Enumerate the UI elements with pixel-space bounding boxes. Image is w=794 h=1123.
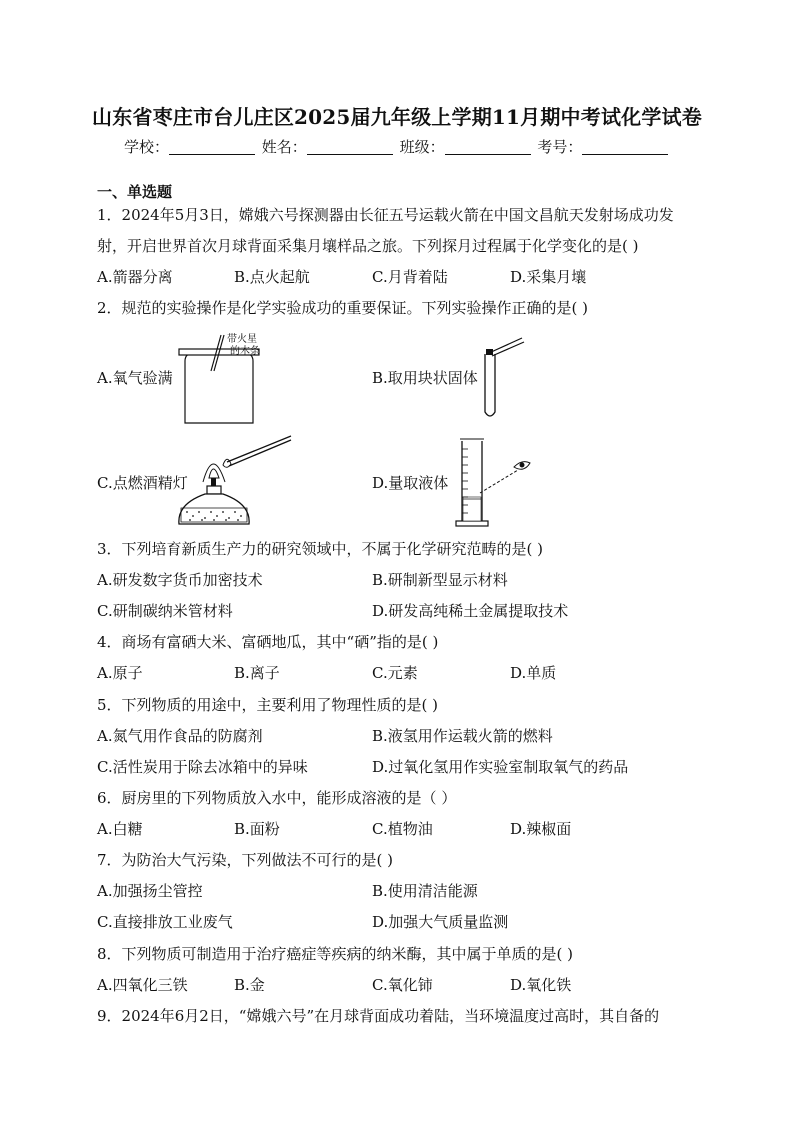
- q1-option-d[interactable]: D.采集月壤: [510, 268, 587, 286]
- q1-option-c[interactable]: C.月背着陆: [372, 268, 448, 286]
- q5-option-d[interactable]: D.过氧化氢用作实验室制取氧气的药品: [372, 758, 629, 776]
- school-label: 学校：: [124, 138, 170, 156]
- exam-number-blank[interactable]: [582, 140, 668, 155]
- class-blank[interactable]: [445, 140, 531, 155]
- q5-option-c[interactable]: C.活性炭用于除去冰箱中的异味: [97, 758, 308, 776]
- name-blank[interactable]: [307, 140, 393, 155]
- q3-option-a[interactable]: A.研发数字货币加密技术: [97, 571, 263, 589]
- question-4-line-1: 4．商场有富硒大米、富硒地瓜，其中“硒”指的是( ): [97, 633, 439, 651]
- q3-option-c[interactable]: C.研制碳纳米管材料: [97, 602, 233, 620]
- q4-option-d[interactable]: D.单质: [510, 664, 557, 682]
- graduated-cylinder-figure: [452, 437, 542, 529]
- q8-option-c[interactable]: C.氧化铈: [372, 976, 433, 994]
- question-2-line-1: 2．规范的实验操作是化学实验成功的重要保证。下列实验操作正确的是( ): [97, 299, 589, 317]
- q7-option-c[interactable]: C.直接排放工业废气: [97, 913, 233, 931]
- q7-option-d[interactable]: D.加强大气质量监测: [372, 913, 509, 931]
- alcohol-lamp-figure: [183, 436, 293, 528]
- q5-option-a[interactable]: A.氮气用作食品的防腐剂: [97, 727, 263, 745]
- q2-option-c[interactable]: C.点燃酒精灯: [97, 474, 188, 492]
- q6-option-d[interactable]: D.辣椒面: [510, 820, 572, 838]
- class-label: 班级：: [399, 138, 445, 156]
- q7-option-a[interactable]: A.加强扬尘管控: [97, 882, 203, 900]
- q3-option-b[interactable]: B.研制新型显示材料: [372, 571, 508, 589]
- student-info-row: [124, 136, 670, 157]
- q6-option-c[interactable]: C.植物油: [372, 820, 433, 838]
- q3-option-d[interactable]: D.研发高纯稀土金属提取技术: [372, 602, 569, 620]
- q4-option-c[interactable]: C.元素: [372, 664, 418, 682]
- question-1-line-2: 射，开启世界首次月球背面采集月壤样品之旅。下列探月过程属于化学变化的是( ): [97, 237, 639, 255]
- q2-option-d[interactable]: D.量取液体: [372, 474, 449, 492]
- question-5-line-1: 5．下列物质的用途中，主要利用了物理性质的是( ): [97, 696, 439, 714]
- test-tube-figure: [470, 334, 530, 424]
- q6-option-a[interactable]: A.白糖: [97, 820, 143, 838]
- q8-option-d[interactable]: D.氧化铁: [510, 976, 572, 994]
- exam-number-label: 考号：: [537, 138, 583, 156]
- q4-option-a[interactable]: A.原子: [97, 664, 143, 682]
- q2-option-b[interactable]: B.取用块状固体: [372, 369, 478, 387]
- question-8-line-1: 8．下列物质可制造用于治疗癌症等疾病的纳米酶，其中属于单质的是( ): [97, 945, 574, 963]
- figure-label-line-1: 带火星: [227, 334, 257, 345]
- school-blank[interactable]: [169, 140, 255, 155]
- q7-option-b[interactable]: B.使用清洁能源: [372, 882, 478, 900]
- q6-option-b[interactable]: B.面粉: [234, 820, 280, 838]
- exam-title: 山东省枣庄市台儿庄区2025届九年级上学期11月期中考试化学试卷: [92, 105, 702, 129]
- question-7-line-1: 7．为防治大气污染，下列做法不可行的是( ): [97, 851, 394, 869]
- q2-option-a[interactable]: A.氧气验满: [97, 369, 173, 387]
- name-label: 姓名：: [261, 138, 307, 156]
- q8-option-b[interactable]: B.金: [234, 976, 265, 994]
- q8-option-a[interactable]: A.四氧化三铁: [97, 976, 188, 994]
- question-1-line-1: 1．2024年5月3日，嫦娥六号探测器由长征五号运载火箭在中国文昌航天发射场成功发: [97, 206, 674, 224]
- q1-option-a[interactable]: A.箭器分离: [97, 268, 173, 286]
- q4-option-b[interactable]: B.离子: [234, 664, 280, 682]
- figure-label-line-2: 的木条: [230, 346, 260, 357]
- question-3-line-1: 3．下列培育新质生产力的研究领域中，不属于化学研究范畴的是( ): [97, 540, 544, 558]
- q1-option-b[interactable]: B.点火起航: [234, 268, 310, 286]
- question-9-line-1: 9．2024年6月2日，“嫦娥六号”在月球背面成功着陆，当环境温度过高时，其自备的: [97, 1007, 660, 1025]
- q5-option-b[interactable]: B.液氢用作运载火箭的燃料: [372, 727, 553, 745]
- question-6-line-1: 6．厨房里的下列物质放入水中，能形成溶液的是（ ）: [97, 789, 457, 807]
- glowing-stick-label: [227, 333, 267, 363]
- section-heading: 一、单选题: [97, 183, 173, 201]
